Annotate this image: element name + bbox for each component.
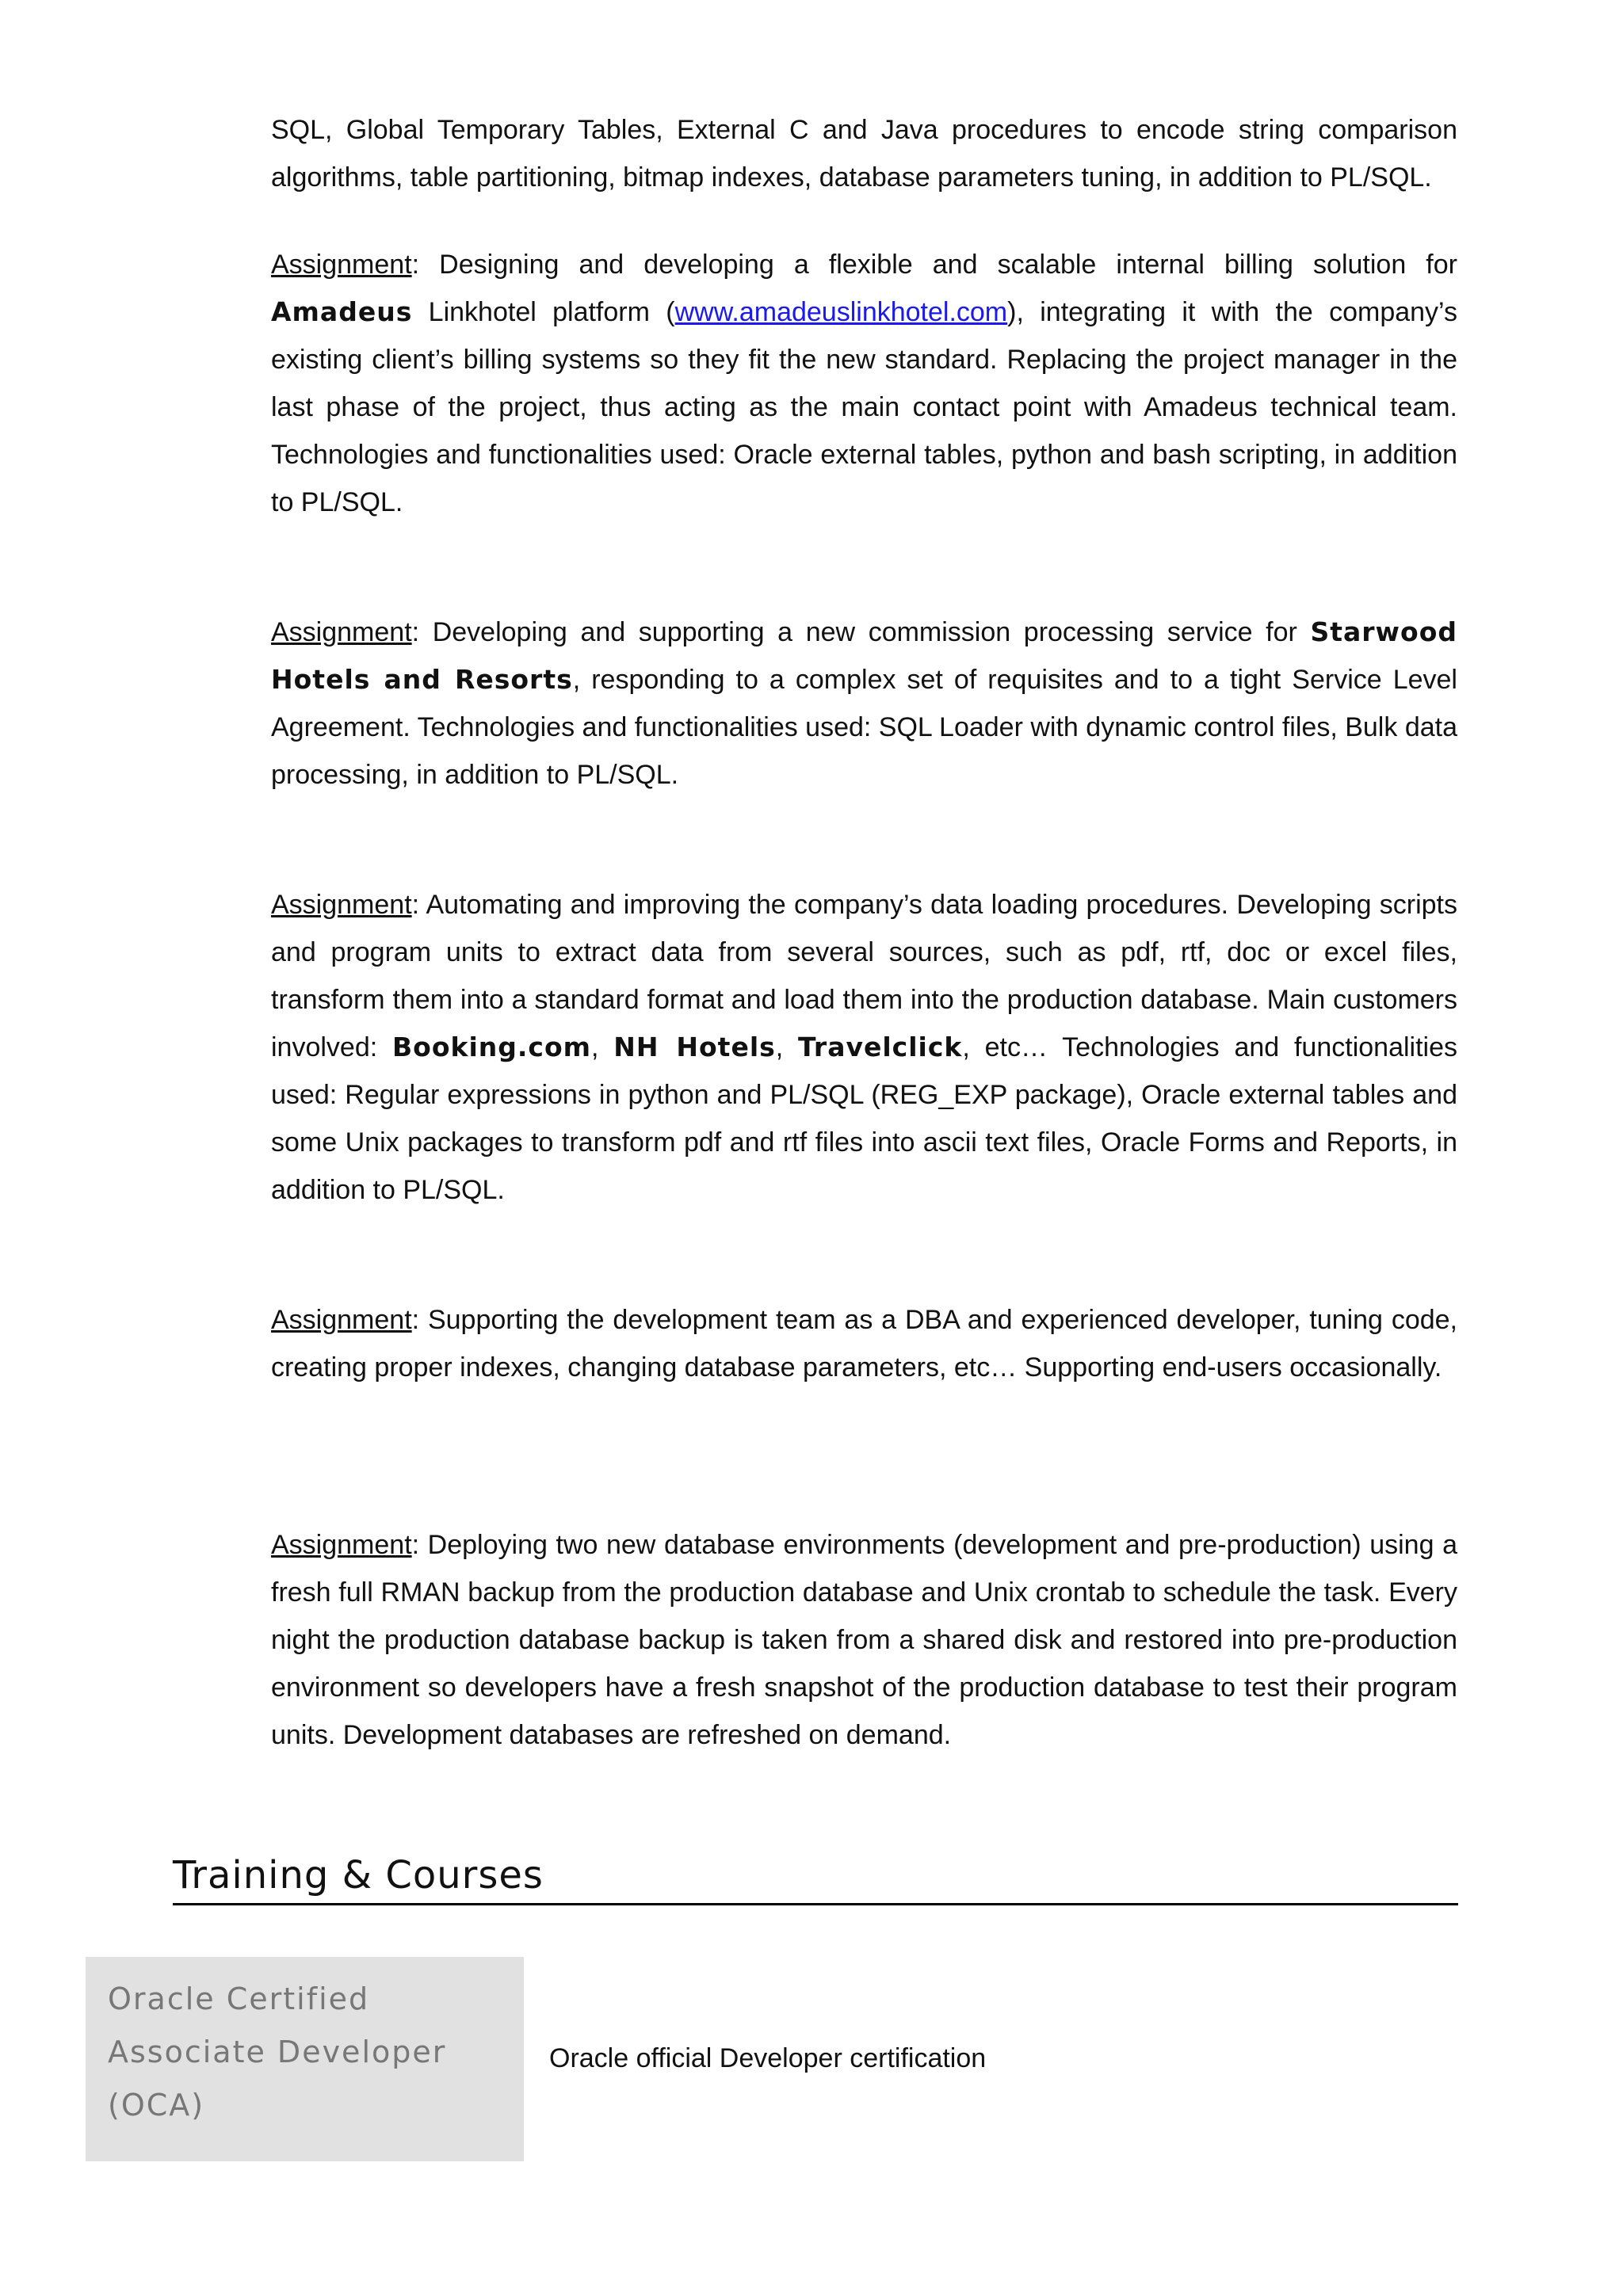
assignment-text: : Supporting the development team as a DBA and experienced developer, tuning code, creating proper indexes, changing database parameters, etc… Supporting end-users occasionally. <box>271 1305 1457 1383</box>
section-heading-training: Training & Courses <box>173 1849 1458 1905</box>
assignment-data-loading <box>271 881 1457 1214</box>
assignment-label: Assignment <box>271 1530 412 1560</box>
company-name: Starwood Hotels and Resorts <box>271 616 1457 695</box>
assignment-text: , responding to a complex set of requisites and to a tight Service Level Agreement. Technologies and functionalities used: SQL Loader with dynamic control files, Bulk data processing, in addition to PL/SQL. <box>271 665 1457 790</box>
paragraph-continuation <box>271 106 1457 201</box>
separator-text: , <box>775 1032 799 1062</box>
assignment-text: : Automating and improving the company’s data loading procedures. Developing scripts and program units to extract data from several sources, such as pdf, rtf, doc or excel files, transform them into a standard format and load them into the production database. Main customers involved: <box>271 890 1457 1062</box>
certification-title-line: (OCA) <box>108 2088 205 2122</box>
assignment-text: : Deploying two new database environments (development and pre-production) using a fresh full RMAN backup from the production database and Unix crontab to schedule the task. Every night the production database backup is taken from a shared disk and restored into pre-production environment so developers have a fresh snapshot of the production database to test their program units. Development databases are refreshed on demand. <box>271 1530 1457 1750</box>
assignment-label: Assignment <box>271 890 412 920</box>
assignment-text: , etc… Technologies and functionalities used: Regular expressions in python and PL/SQL (REG_EXP package), Oracle external tables and some Unix packages to transform pdf and rtf files into ascii text files, Oracle Forms and Reports, in addition to PL/SQL. <box>271 1032 1457 1205</box>
company-name: Amadeus <box>271 296 413 327</box>
paragraph-text: SQL, Global Temporary Tables, External C and Java procedures to encode string comparison algorithms, table partitioning, bitmap indexes, database parameters tuning, in addition to PL/SQL. <box>271 115 1457 193</box>
assignment-label: Assignment <box>271 250 412 280</box>
company-name: Booking.com <box>392 1032 592 1062</box>
assignment-label: Assignment <box>271 617 412 647</box>
separator-text: , <box>591 1032 614 1062</box>
assignment-starwood <box>271 608 1457 799</box>
certification-title-line: Oracle Certified <box>108 1981 370 2016</box>
certification-description: Oracle official Developer certification <box>549 2043 987 2073</box>
assignment-text: Linkhotel platform ( <box>412 297 675 327</box>
amadeus-link[interactable]: www.amadeuslinkhotel.com <box>674 297 1008 327</box>
assignment-text: : Designing and developing a flexible and scalable internal billing solution for <box>411 250 1457 280</box>
assignment-label: Assignment <box>271 1305 412 1335</box>
company-name: NH Hotels <box>613 1032 776 1062</box>
assignment-dba-support <box>271 1296 1457 1391</box>
certification-title-line: Associate Developer <box>108 2035 447 2069</box>
assignment-text: : Developing and supporting a new commission processing service for <box>411 617 1311 647</box>
assignment-text: ), integrating it with the company’s existing client’s billing systems so they fit the new standard. Replacing the project manager in the last phase of the project, thus acting as the main contact point with Amadeus technical team. Technologies and functionalities used: Oracle external tables, python and bash scripting, in addition to PL/SQL. <box>271 297 1457 517</box>
company-name: Travelclick <box>798 1032 963 1062</box>
assignment-rman-deploy <box>271 1521 1457 1759</box>
certification-title-box <box>86 1957 524 2161</box>
assignment-amadeus <box>271 241 1457 526</box>
